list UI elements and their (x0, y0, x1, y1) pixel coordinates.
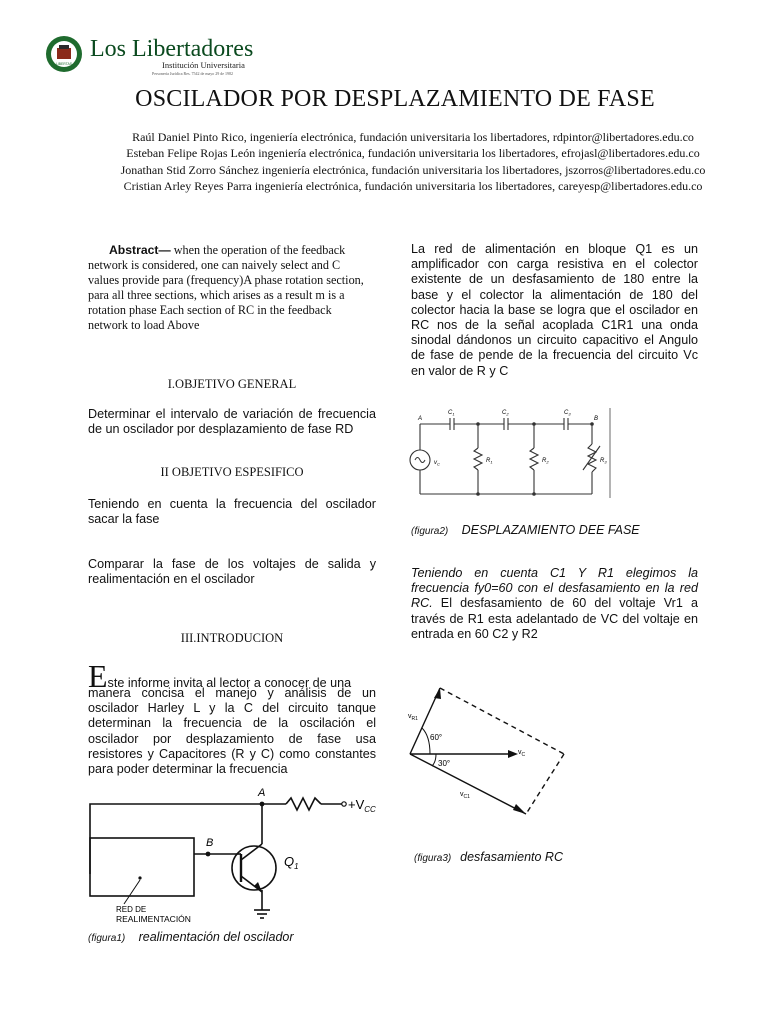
fig1-label-a: A (258, 787, 266, 799)
fig2-label-vc: $v_C$ (434, 460, 440, 467)
figure-2-circuit (400, 404, 618, 500)
abstract-label: Abstract— (109, 243, 171, 257)
fig2-label-r1: $R_1$ (486, 458, 493, 465)
right-para-1: La red de alimentación en bloque Q1 es un amplificador con carga resistiva en el colector existente de un desfasamiento de 180 entre la base y el colector la alimentación de 180 del colector hacia la base se logra que el oscilador en RC nos de la señal acoplada C1R1 una onda sinodal dándonos un circuito capacitivo el Angulo de fase de pende de la frecuencia del circuito Vc en valor de R y C (411, 242, 698, 378)
abstract-line: when the operation of the feedback (170, 243, 346, 257)
figure-1-caption: (figura1) realimentación del oscilador (88, 930, 294, 944)
fig2-label-r2: $R_2$ (542, 458, 549, 465)
fig1-label-red: RED DE (116, 905, 147, 914)
fig1-label-q1: $Q_1$ (284, 854, 299, 871)
figure-1-circuit (86, 782, 396, 930)
fig1-label-realimentacion: REALIMENTACIÓN (116, 914, 191, 924)
seal-icon (44, 34, 84, 74)
fig1-label-vcc: $+V_{CC}$ (348, 797, 376, 814)
logo-fine-print: Personería Jurídica Res. 7542 de mayo 29 de 1982 (152, 71, 233, 76)
intro-first-line: ste informe invita al lector a conocer de una (107, 676, 352, 690)
heading-objetivo-general: I.OBJETIVO GENERAL (167, 377, 297, 391)
abstract-line: network to load Above (88, 318, 200, 332)
figure-3-caption: (figura3) desfasamiento RC (414, 850, 563, 864)
objetivo-general-text: Determinar el intervalo de variación de frecuencia de un oscilador por desplazamiento de fase RD (88, 407, 376, 437)
fig2-label-c1: $C_1$ (448, 410, 455, 417)
right-para-2: Teniendo en cuenta C1 Y R1 elegimos la frecuencia fy0=60 con el desfasamiento en la red RC. El desfasamiento de 60 del voltaje Vr1 a través de R1 esta adelantado de VC del voltaje en entrada en 60 C2 y R2 (411, 566, 698, 641)
author-line-4: Cristian Arley Reyes Parra ingeniería electrónica, fundación universitaria los libertadores, careyesp@libertadores.edu.co (123, 179, 703, 193)
fig3-label-vc: $v_C$ (518, 749, 526, 758)
fig1-label-b: B (206, 837, 214, 849)
heading-objetivo-especifico: II OBJETIVO ESPESIFICO (160, 465, 304, 479)
fig2-label-a: A (418, 416, 423, 422)
author-line-2: Esteban Felipe Rojas León ingeniería electrónica, fundación universitaria los libertadores, efrojasl@libertadores.edu.co (126, 146, 700, 160)
logo-subtitle: Institución Universitaria (162, 60, 245, 70)
abstract (88, 243, 388, 333)
introduccion-text (88, 658, 380, 777)
fig3-label-vr1: $v_{R1}$ (408, 713, 418, 722)
figure-2-caption: (figura2) DESPLAZAMIENTO DEE FASE (411, 523, 640, 537)
objetivo-especifico-text-2: Comparar la fase de los voltajes de salida y realimentación en el oscilador (88, 557, 376, 587)
abstract-line: values provide para (frequency)A phase rotation section, (88, 273, 364, 287)
abstract-line: network is considered, one can naively select and C (88, 258, 341, 272)
intro-body: manera concisa el manejo y análisis de un oscilador Harley L y la C del circuito tanque determinan la frecuencia de la oscilación el oscilador por desplazamiento de fase usa resistores y Capacitores (R y C) como constantes para poder determinar la frecuencia (88, 686, 376, 777)
objetivo-especifico-text-1: Teniendo en cuenta la frecuencia del oscilador sacar la fase (88, 497, 376, 527)
abstract-line: para all three sections, which arises as a result m is a (88, 288, 345, 302)
drop-cap: E (88, 658, 108, 694)
paper-title: OSCILADOR POR DESPLAZAMIENTO DE FASE (135, 86, 655, 112)
fig2-label-b: B (594, 416, 599, 422)
fig2-label-r3: $R_3$ (600, 458, 607, 465)
seal-text: LIBERTAS (55, 62, 73, 66)
institution-logo (44, 34, 254, 78)
abstract-line: rotation phase Each section of RC in the feedback (88, 303, 332, 317)
fig3-label-vc1: $v_{C1}$ (460, 791, 470, 800)
logo-name: Los Libertadores (90, 36, 254, 62)
author-line-1: Raúl Daniel Pinto Rico, ingeniería electrónica, fundación universitaria los libertadores, rdpintor@libertadores.edu.co (132, 130, 694, 144)
fig2-label-c3: $C_3$ (564, 410, 571, 417)
fig3-label-60: 60° (430, 733, 443, 742)
fig2-label-c2: $C_2$ (502, 410, 509, 417)
figure-3-phasor (400, 680, 570, 820)
heading-introduccion: III.INTRODUCION (180, 631, 284, 645)
author-line-3: Jonathan Stid Zorro Sánchez ingeniería electrónica, fundación universitaria los libertadores, jszorros@libertadores.edu.co (120, 163, 706, 177)
fig3-label-30: 30° (438, 759, 451, 768)
